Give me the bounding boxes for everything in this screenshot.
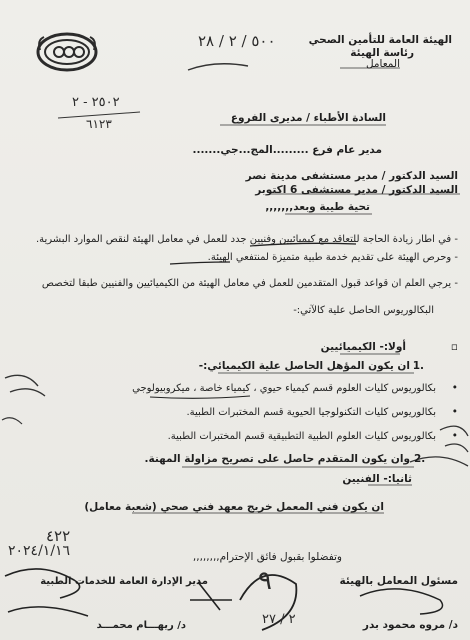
handwritten-big-number: ٩: [258, 566, 272, 596]
item-2-title: وان يكون المتقدم حاصل على تصريح مزاولة المهنة.: [144, 453, 410, 465]
org-department: المعامل: [365, 58, 400, 70]
addressee-heads: السادة الأطباء / مديرى الفروع: [230, 112, 386, 124]
item-1-bullet-1: بكالوريوس كليات العلوم قسم كيمياء حيوي ، كيمياء خاصة ، ميكروبيولوجي: [132, 383, 436, 394]
org-name: الهيئة العامة للتأمين الصحي: [308, 34, 452, 46]
section-chemists-title: أولا:- الكيميائيين: [320, 341, 406, 353]
addressee-hospital-2: السيد الدكتور / مدير مستشفى 6 اكتوبر: [255, 184, 458, 196]
section-technicians-title: ثانيا:- الفنيين: [342, 473, 412, 485]
handwritten-date-left: ٢٠٢٤/١/١٦: [8, 543, 71, 559]
signature-right-title: مسئول المعامل بالهيئة: [339, 575, 458, 587]
section-technicians-text: ان يكون فني المعمل خريج معهد فني صحي (شعبة معامل): [84, 501, 384, 513]
item-2-number: 2.: [414, 453, 426, 465]
paragraph-1: - في اطار زيادة الحاجة للتعاقد مع كيميائيين وفنيين جدد للعمل في معامل الهيئة لنقص الموارد البشرية.: [35, 234, 458, 245]
bullet-dot-icon: •: [451, 382, 458, 394]
bullet-dot-icon: •: [451, 406, 458, 418]
paragraph-2: - وحرص الهيئة على تقديم خدمة طبية متميزة لمنتفعي الهيئة.: [207, 252, 458, 263]
org-subline: رئاسة الهيئة: [350, 47, 414, 59]
handwritten-ref-1: ٢٥٠٢ - ٢: [72, 95, 120, 110]
handwritten-big-sub: ٢ / ٢٧: [262, 612, 296, 627]
handwritten-number-left: ٤٢٢: [46, 527, 71, 545]
item-1-number: 1.: [412, 360, 424, 372]
reference-number: ٥٠٠ / ٢ / ٢٨: [198, 32, 276, 50]
item-1-bullet-2: بكالوريوس كليات التكنولوجيا الحيوية قسم المختبرات الطبية.: [186, 407, 436, 418]
paragraph-3b: البكالوريوس الحاصل علية كالآتي:-: [293, 305, 434, 316]
addressee-branch: مدير عام فرع .........المج...جي.......: [192, 144, 382, 156]
bullet-dot-icon: •: [451, 430, 458, 442]
greeting: تحية طيبة وبعد,,,,,,,: [265, 201, 370, 213]
handwritten-ref-2: ٦١٢٣: [86, 117, 112, 131]
paragraph-3a: - يرجي العلم ان قواعد قبول المتقدمين للعمل في معامل الهيئة من الكيميائيين والفنيين طبقا لتخصص: [41, 278, 458, 289]
addressee-hospital-1: السيد الدكتور / مدير مستشفى مدينة نصر: [245, 170, 458, 182]
emblem-logo-icon: [38, 34, 96, 70]
signature-right-name: د/ مروه محمود بدر: [362, 619, 458, 631]
item-1-title: ان يكون المؤهل الحاصل علية الكيميائي:-: [198, 360, 410, 372]
closing-line: وتفضلوا بقبول فائق الإحترام,,,,,,,,: [192, 551, 342, 563]
item-1-bullet-3: بكالوريوس كليات العلوم الطبية التطبيقية قسم المختبرات الطبية.: [167, 431, 436, 442]
signature-left-name: د/ ريهـــام محمـــد: [96, 620, 186, 631]
signature-left-title: مدير الإدارة العامة للخدمات الطبية: [40, 576, 208, 587]
bullet-square-icon: ▫: [450, 341, 458, 353]
